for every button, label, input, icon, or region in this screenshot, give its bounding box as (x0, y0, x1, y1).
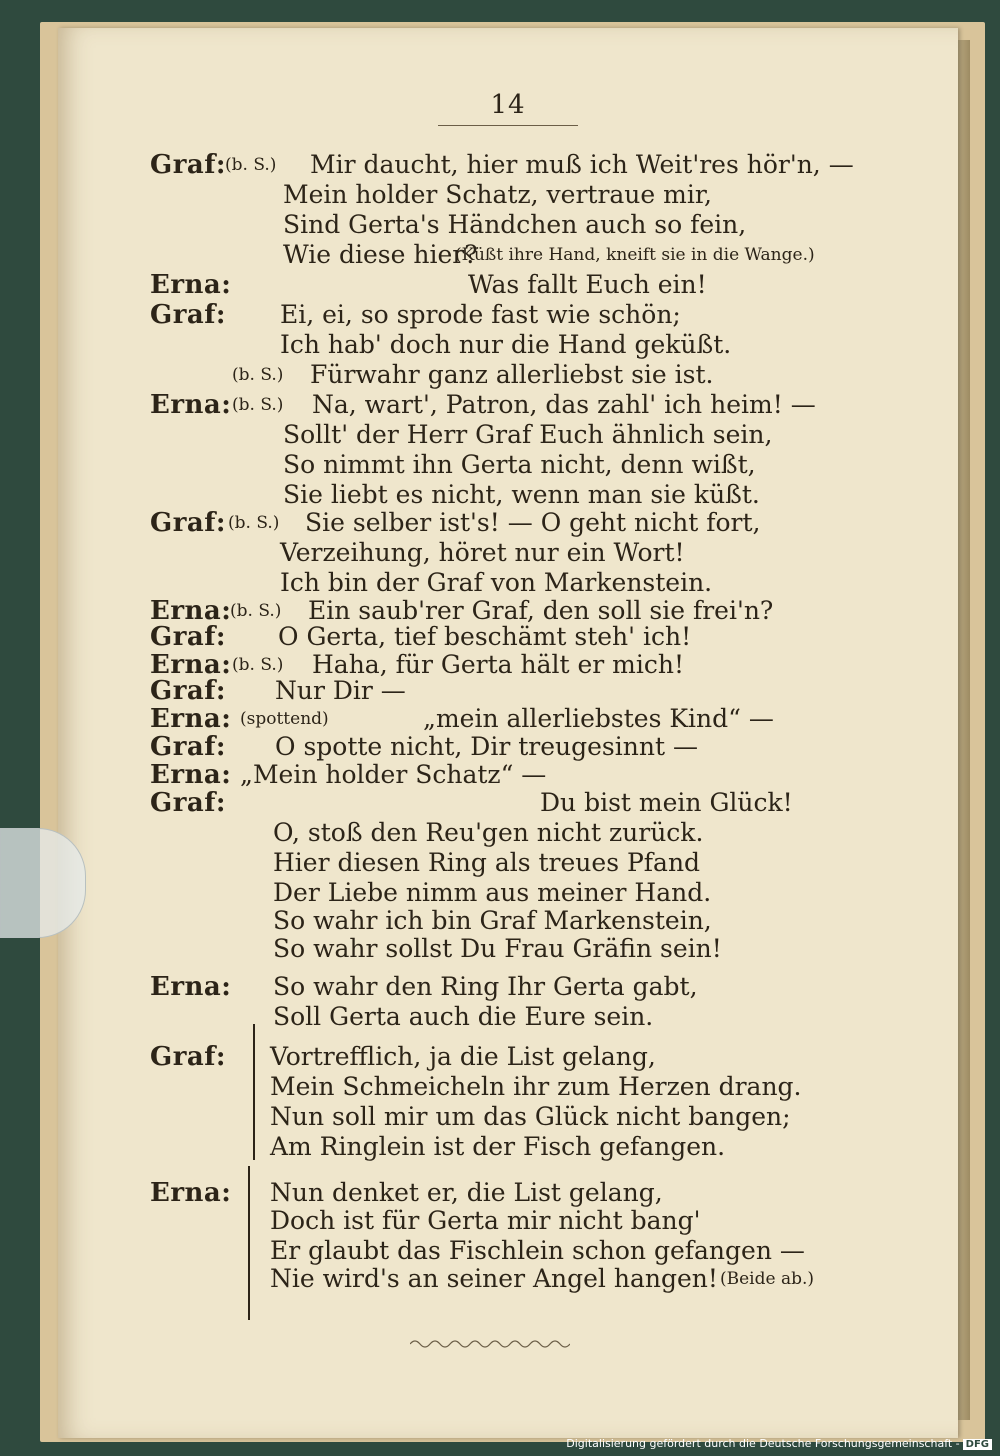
stage-direction: (b. S.) (232, 655, 284, 675)
stage-direction: (b. S.) (232, 365, 284, 385)
verse-text: „mein allerliebstes Kind“ — (423, 704, 774, 733)
stage-direction: (b. S.) (230, 601, 282, 621)
verse-text: Nur Dir — (275, 676, 406, 705)
speaker-name: Graf: (150, 508, 227, 538)
speaker-name: Graf: (150, 150, 227, 180)
verse-text: Vortrefflich, ja die List gelang, (270, 1042, 656, 1071)
verse-text: Sind Gerta's Händchen auch so fein, (283, 210, 747, 239)
verse-text: O, stoß den Reu'gen nicht zurück. (273, 818, 704, 847)
speaker-name: Erna: (150, 704, 232, 734)
speaker-name: Graf: (150, 1042, 227, 1072)
verse-text: So nimmt ihn Gerta nicht, denn wißt, (283, 450, 756, 479)
verse-text: Der Liebe nimm aus meiner Hand. (273, 878, 712, 907)
verse-text: Ich hab' doch nur die Hand geküßt. (280, 330, 732, 359)
speaker-name: Erna: (150, 270, 232, 300)
verse-text: So wahr den Ring Ihr Gerta gabt, (273, 972, 698, 1001)
verse-text: Sollt' der Herr Graf Euch ähnlich sein, (283, 420, 773, 449)
verse-text: Mein holder Schatz, vertraue mir, (283, 180, 712, 209)
stage-direction: (b. S.) (232, 395, 284, 415)
verse-text: O spotte nicht, Dir treugesinnt — (275, 732, 698, 761)
verse-text: Du bist mein Glück! (540, 788, 793, 817)
dfg-logo: DFG (963, 1439, 992, 1450)
verse-text: So wahr sollst Du Frau Gräfin sein! (273, 934, 722, 963)
verse-text: Mir daucht, hier muß ich Weit'res hör'n, — (310, 150, 854, 179)
speaker-name: Erna: (150, 1178, 232, 1208)
verse-text: Er glaubt das Fischlein schon gefangen — (270, 1236, 805, 1265)
closing-ornament (410, 1338, 570, 1350)
verse-text: Was fallt Euch ein! (468, 270, 707, 299)
speaker-name: Graf: (150, 732, 227, 762)
verse-text: Wie diese hier? (283, 240, 478, 269)
stage-direction: (b. S.) (228, 513, 280, 533)
verse-text: Ein saub'rer Graf, den soll sie frei'n? (308, 596, 774, 625)
speaker-name: Erna: (150, 390, 232, 420)
stage-direction: (spottend) (240, 709, 329, 729)
verse-text: Doch ist für Gerta mir nicht bang' (270, 1206, 701, 1235)
verse-text: Mein Schmeicheln ihr zum Herzen drang. (270, 1072, 802, 1101)
verse-text: So wahr ich bin Graf Markenstein, (273, 906, 712, 935)
book-page (58, 28, 958, 1438)
verse-text: Sie selber ist's! — O geht nicht fort, (305, 508, 761, 537)
verse-text: Ich bin der Graf von Markenstein. (280, 568, 713, 597)
stage-direction: (b. S.) (225, 155, 277, 175)
verse-text: Ei, ei, so sprode fast wie schön; (280, 300, 681, 329)
bracket-graf (253, 1024, 265, 1160)
speaker-name: Erna: (150, 972, 232, 1002)
header-rule (438, 125, 578, 126)
verse-text: Nun denket er, die List gelang, (270, 1178, 663, 1207)
verse-text: Nun soll mir um das Glück nicht bangen; (270, 1102, 791, 1131)
verse-text: Na, wart', Patron, das zahl' ich heim! — (312, 390, 816, 419)
verse-text: Soll Gerta auch die Eure sein. (273, 1002, 654, 1031)
bracket-erna (248, 1166, 260, 1320)
verse-text: O Gerta, tief beschämt steh' ich! (278, 622, 692, 651)
stage-direction: (Küßt ihre Hand, kneift sie in die Wange.) (455, 245, 815, 265)
verse-text: Am Ringlein ist der Fisch gefangen. (270, 1132, 726, 1161)
stage-direction: (Beide ab.) (720, 1269, 815, 1289)
verse-text: Verzeihung, höret nur ein Wort! (280, 538, 685, 567)
page-number: 14 (490, 90, 526, 120)
speaker-name: Graf: (150, 676, 227, 706)
verse-text: Sie liebt es nicht, wenn man sie küßt. (283, 480, 760, 509)
verse-text: Fürwahr ganz allerliebst sie ist. (310, 360, 714, 389)
speaker-name: Graf: (150, 788, 227, 818)
page-clip (0, 828, 86, 938)
speaker-name: Erna: (150, 650, 232, 680)
verse-text: Haha, für Gerta hält er mich! (312, 650, 685, 679)
verse-text: Nie wird's an seiner Angel hangen! (270, 1264, 718, 1293)
speaker-name: Erna: (150, 760, 232, 790)
speaker-name: Graf: (150, 622, 227, 652)
speaker-name: Erna: (150, 596, 232, 626)
digitization-footer (566, 1437, 992, 1450)
footer-text: Digitalisierung gefördert durch die Deutsche Forschungsgemeinschaft - (566, 1437, 960, 1450)
verse-text: Hier diesen Ring als treues Pfand (273, 848, 701, 877)
verse-text: „Mein holder Schatz“ — (240, 760, 547, 789)
speaker-name: Graf: (150, 300, 227, 330)
